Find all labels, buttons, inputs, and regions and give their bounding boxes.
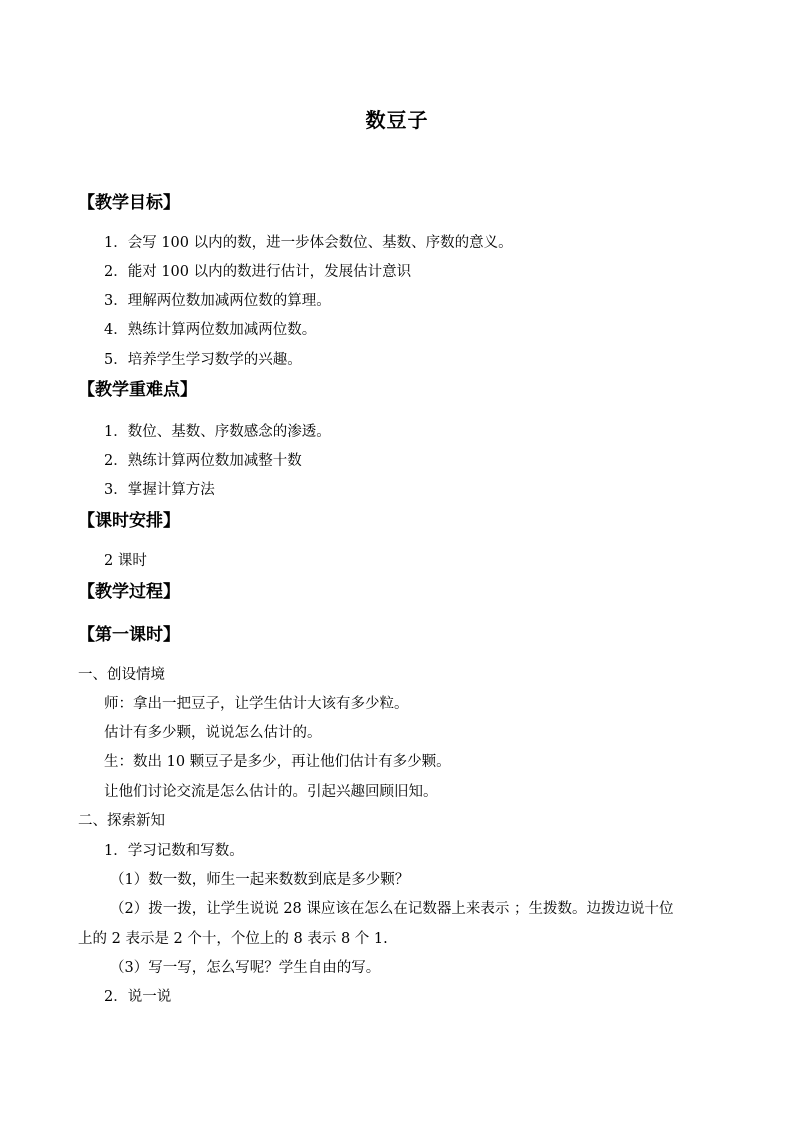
schedule-text: 2 课时: [104, 553, 147, 569]
part-title: 一、创设情境: [78, 667, 165, 683]
section-heading-objectives: 【教学目标】: [78, 193, 180, 213]
sub-item: （1）数一数，师生一起来数数到底是多少颗？: [110, 872, 410, 888]
list-item: 2．说一说: [104, 989, 172, 1005]
key-point-item: 3．掌握计算方法: [104, 482, 215, 498]
section-heading-lesson1: 【第一课时】: [78, 625, 180, 645]
objective-item: 5．培养学生学习数学的兴趣。: [104, 352, 302, 368]
key-point-item: 2．熟练计算两位数加减整十数: [104, 453, 302, 469]
sub-item-continuation: 上的 2 表示是 2 个十，个位上的 8 表示 8 个 1.: [78, 931, 388, 947]
objective-item: 4．熟练计算两位数加减两位数。: [104, 322, 317, 338]
objective-item: 2．能对 100 以内的数进行估计，发展估计意识: [104, 264, 412, 280]
objective-item: 1．会写 100 以内的数，进一步体会数位、基数、序数的意义。: [104, 235, 513, 251]
objective-item: 3．理解两位数加减两位数的算理。: [104, 293, 331, 309]
section-heading-key-points: 【教学重难点】: [78, 380, 197, 400]
sub-item: （3）写一写，怎么写呢？学生自由的写。: [110, 960, 381, 976]
paragraph-line: 生：数出 10 颗豆子是多少，再让他们估计有多少颗。: [104, 754, 451, 770]
page-title: 数豆子: [365, 108, 429, 132]
paragraph-line: 让他们讨论交流是怎么估计的。引起兴趣回顾旧知。: [104, 784, 438, 800]
paragraph-line: 估计有多少颗，说说怎么估计的。: [104, 725, 322, 741]
section-heading-schedule: 【课时安排】: [78, 511, 180, 531]
paragraph-line: 师：拿出一把豆子，让学生估计大该有多少粒。: [104, 696, 409, 712]
part-title: 二、探索新知: [78, 813, 165, 829]
list-item: 1．学习记数和写数。: [104, 843, 244, 859]
key-point-item: 1．数位、基数、序数感念的渗透。: [104, 424, 331, 440]
section-heading-process: 【教学过程】: [78, 582, 180, 602]
sub-item: （2）拨一拨，让学生说说 28 课应该在怎么在记数器上来表示 ；生拨数。边拨边说十位: [110, 901, 674, 917]
